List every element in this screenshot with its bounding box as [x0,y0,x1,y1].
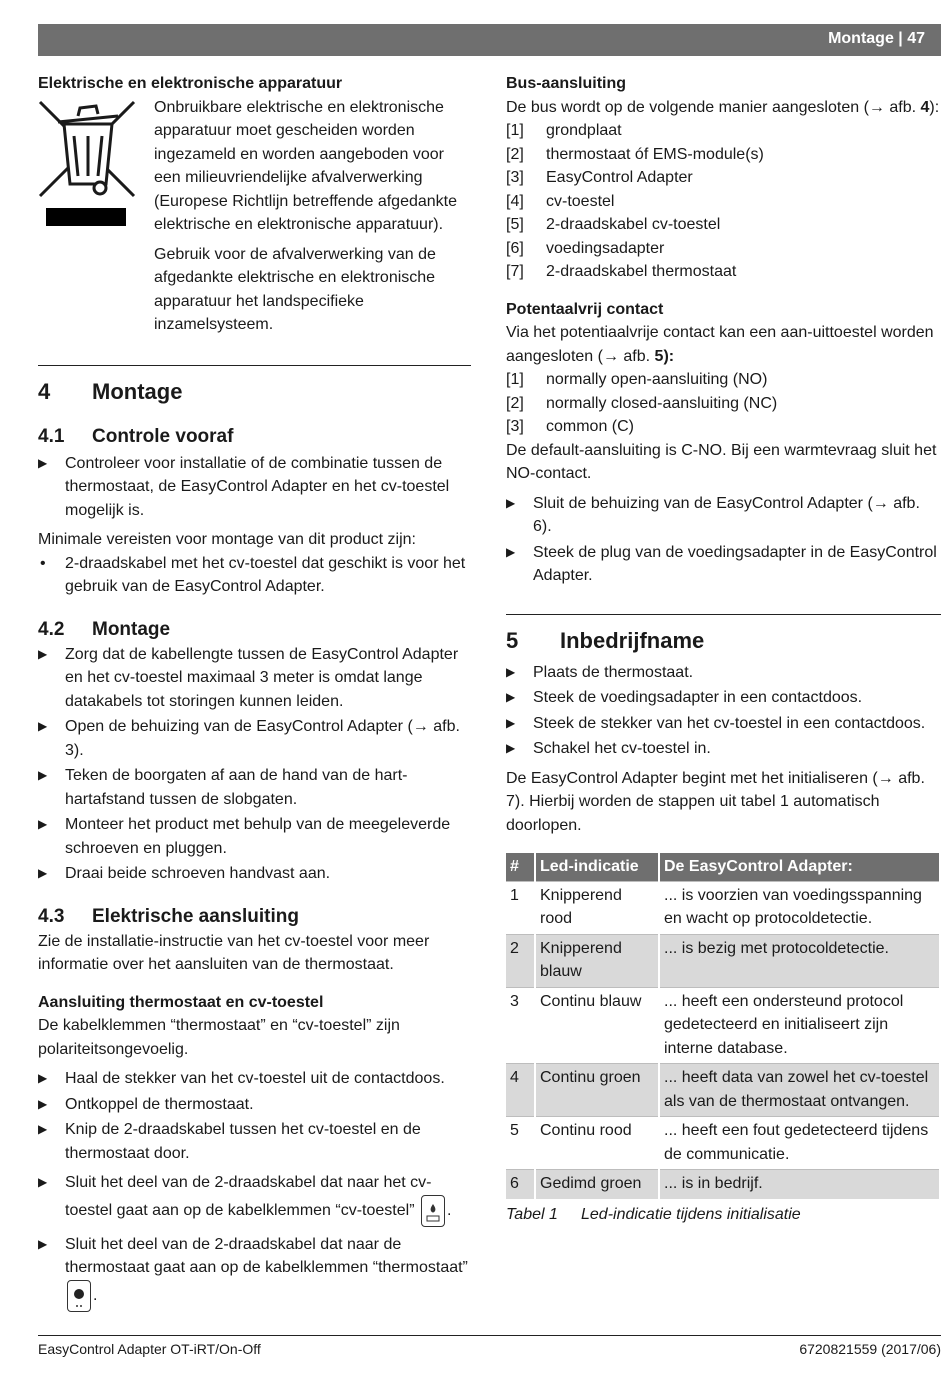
bullet-arrow-icon: ▶ [506,690,516,704]
section-4-1-number: 4.1 [38,425,65,447]
header-text: Montage | 47 [828,30,925,47]
bullet-arrow-icon: ▶ [38,866,48,880]
section-4-number: 4 [38,378,51,404]
list-item: ▶ Plaats de thermostaat. [506,661,941,685]
potential-free-steps [506,492,941,588]
bullet-arrow-icon: ▶ [38,455,48,470]
table-header-cell: Led-indicatie [535,853,659,881]
electrical-paragraph: Zie de installatie-instructie van het cv-toestel voor meer informatie over het aansluiten van de thermostaat. [38,932,430,973]
montage-steps [38,643,471,886]
list-item: ▶ Knip de 2-draadskabel tussen het cv-toestel en de thermostaat door. [38,1118,471,1165]
section-5-number: 5 [506,627,519,653]
bullet-arrow-icon: ▶ [506,741,516,755]
list-item: • 2-draadskabel met het cv-toestel dat geschikt is voor het gebruik van de EasyControl Adapter. [38,552,471,599]
list-item: ▶ Controleer voor installatie of de combinatie tussen de thermostaat, de EasyControl Adapter en het cv-toestel mogelijk is. [38,452,471,523]
weee-paragraph-2: Gebruik voor de afvalverwerking van de afgedankte elektrische en elektronische apparatuur het landspecifieke inzamelsysteem. [154,245,436,333]
bullet-arrow-icon: ▶ [38,1096,48,1111]
list-item: ▶ Teken de boorgaten af aan de hand van de hart-hartafstand tussen de slobgaten. [38,764,471,811]
weee-bin-icon [38,96,154,337]
section-4-3-heading [38,904,471,930]
bus-heading: Bus-aansluiting [506,75,627,92]
bullet-arrow-icon: ▶ [38,1071,48,1085]
connection-steps [38,1067,471,1312]
table-header-cell: # [506,853,535,881]
list-item: [1] normally open-aansluiting (NO) [506,371,768,388]
connection-heading: Aansluiting thermostaat en cv-toestel [38,993,324,1011]
list-item: [2] normally closed-aansluiting (NC) [506,394,778,412]
requirements-intro: Minimale vereisten voor montage van dit product zijn: [38,531,416,548]
list-item: ▶ Steek de stekker van het cv-toestel in een contactdoos. [506,712,941,736]
section-4-1-heading [38,424,471,450]
list-item: ▶ Sluit het deel van de 2-draadskabel dat naar de thermostaat gaat aan op de kabelklemmen “thermostaat” . [38,1233,471,1312]
footer-divider [38,1335,941,1336]
weee-paragraph-1: Onbruikbare elektrische en elektronische apparatuur moet gescheiden worden ingezameld en worden aangeboden voor een milieuvriendelijke afvalverwerking (Europese Richtlijn betreffende afgedankte elektrische en elektronische apparatuur). [154,98,458,233]
list-item: [6] voedingsadapter [506,239,665,257]
table-caption-number: Tabel 1 [506,1205,558,1223]
bullet-arrow-icon: ▶ [38,768,48,782]
section-4-heading [38,378,471,406]
section-5-heading [506,627,941,655]
bus-legend [506,119,941,284]
section-4-2-heading [38,617,471,643]
list-item: [1] grondplaat [506,122,622,139]
potential-free-heading: Potentaalvrij contact [506,300,664,318]
bullet-arrow-icon: ▶ [38,817,48,831]
bullet-arrow-icon: ▶ [38,646,48,661]
bullet-arrow-icon: ▶ [506,544,516,559]
boiler-terminal-icon [421,1195,445,1227]
section-4-title: Montage [92,378,183,404]
list-item: ▶ Steek de plug van de voedingsadapter in de EasyControl Adapter. [506,541,941,588]
table-row: 2 Knipperend blauw ... is bezig met protocoldetectie. [506,934,940,987]
thermostat-terminal-icon [67,1280,91,1312]
list-item: [2] thermostaat óf EMS-module(s) [506,145,764,163]
list-item: ▶ Haal de stekker van het cv-toestel uit de contactdoos. [38,1067,471,1091]
bus-intro: De bus wordt op de volgende manier aangesloten (→ afb. 4): [506,98,940,116]
bullet-dot-icon: • [40,554,46,572]
table-row: 6 Gedimd groen ... is in bedrijf. [506,1170,940,1199]
weee-block [38,96,471,337]
connection-paragraph: De kabelklemmen “thermostaat” en “cv-toestel” zijn polariteitsongevoelig. [38,1017,400,1058]
table-caption-text: Led-indicatie tijdens initialisatie [581,1205,801,1223]
bullet-arrow-icon: ▶ [506,495,516,510]
bullet-arrow-icon: ▶ [506,715,516,730]
list-item: [4] cv-toestel [506,192,615,210]
default-connection-paragraph: De default-aansluiting is C-NO. Bij een warmtevraag sluit het NO-contact. [506,441,937,482]
list-item: ▶ Monteer het product met behulp van de meegeleverde schroeven en pluggen. [38,813,471,860]
section-divider [506,614,941,615]
led-table [506,853,941,1199]
commissioning-steps [506,661,941,761]
list-item: [7] 2-draadskabel thermostaat [506,263,737,280]
left-column [38,72,471,1312]
list-item: ▶ Steek de voedingsadapter in een contactdoos. [506,686,941,710]
potential-free-legend [506,368,941,439]
footer-document-number: 6720821559 (2017/06) [799,1341,941,1357]
list-item: ▶ Draai beide schroeven handvast aan. [38,862,471,886]
list-item: [3] EasyControl Adapter [506,169,693,186]
right-column [506,72,941,1226]
list-item: ▶ Sluit het deel van de 2-draadskabel dat naar het cv-toestel gaat aan op de kabelklemmen “cv-toestel” . [38,1171,471,1227]
table-caption [506,1203,941,1227]
list-item: ▶ Zorg dat de kabellengte tussen de EasyControl Adapter en het cv-toestel maximaal 3 meter is omdat lange datakabels tot storingen kunnen leiden. [38,643,471,714]
header-bar [38,24,941,56]
table-header-row [506,853,940,881]
bullet-arrow-icon: ▶ [506,664,516,679]
potential-free-intro: Via het potentiaalvrije contact kan een aan-uittoestel worden aangesloten (→ afb. 5): [506,324,934,365]
list-item: [3] common (C) [506,418,635,435]
bullet-arrow-icon: ▶ [38,1236,48,1251]
bullet-arrow-icon: ▶ [38,1122,48,1136]
table-row: 5 Continu rood ... heeft een fout gedetecteerd tijdens de communicatie. [506,1117,940,1170]
list-item: ▶ Open de behuizing van de EasyControl Adapter (→ afb. 3). [38,715,471,762]
section-4-3-title: Elektrische aansluiting [92,905,299,927]
section-4-2-number: 4.2 [38,618,65,640]
section-4-2-title: Montage [92,618,171,640]
table-row: 4 Continu groen ... heeft data van zowel het cv-toestel als van de thermostaat ontvangen. [506,1064,940,1117]
section-4-3-number: 4.3 [38,905,65,927]
table-row: 3 Continu blauw ... heeft een ondersteund protocol gedetecteerd en initialiseert zijn interne database. [506,987,940,1064]
list-item: ▶ Sluit de behuizing van de EasyControl Adapter (→ afb. 6). [506,492,941,539]
list-item: ▶ Schakel het cv-toestel in. [506,737,941,761]
bullet-arrow-icon: ▶ [38,1175,48,1189]
table-row: 1 Knipperend rood ... is voorzien van voedingsspanning en wacht op protocoldetectie. [506,881,940,934]
section-5-title: Inbedrijfname [560,627,705,653]
table-header-cell: De EasyControl Adapter: [659,853,940,881]
list-item: [5] 2-draadskabel cv-toestel [506,216,721,233]
footer-product: EasyControl Adapter OT-iRT/On-Off [38,1341,261,1357]
list-item: ▶ Ontkoppel de thermostaat. [38,1093,471,1117]
initialisation-paragraph: De EasyControl Adapter begint met het initialiseren (→ afb. 7). Hierbij worden de stappen uit tabel 1 automatisch doorlopen. [506,769,925,834]
bullet-arrow-icon: ▶ [38,719,48,733]
section-4-1-title: Controle vooraf [92,425,234,447]
weee-heading: Elektrische en elektronische apparatuur [38,75,343,92]
section-divider [38,365,471,366]
